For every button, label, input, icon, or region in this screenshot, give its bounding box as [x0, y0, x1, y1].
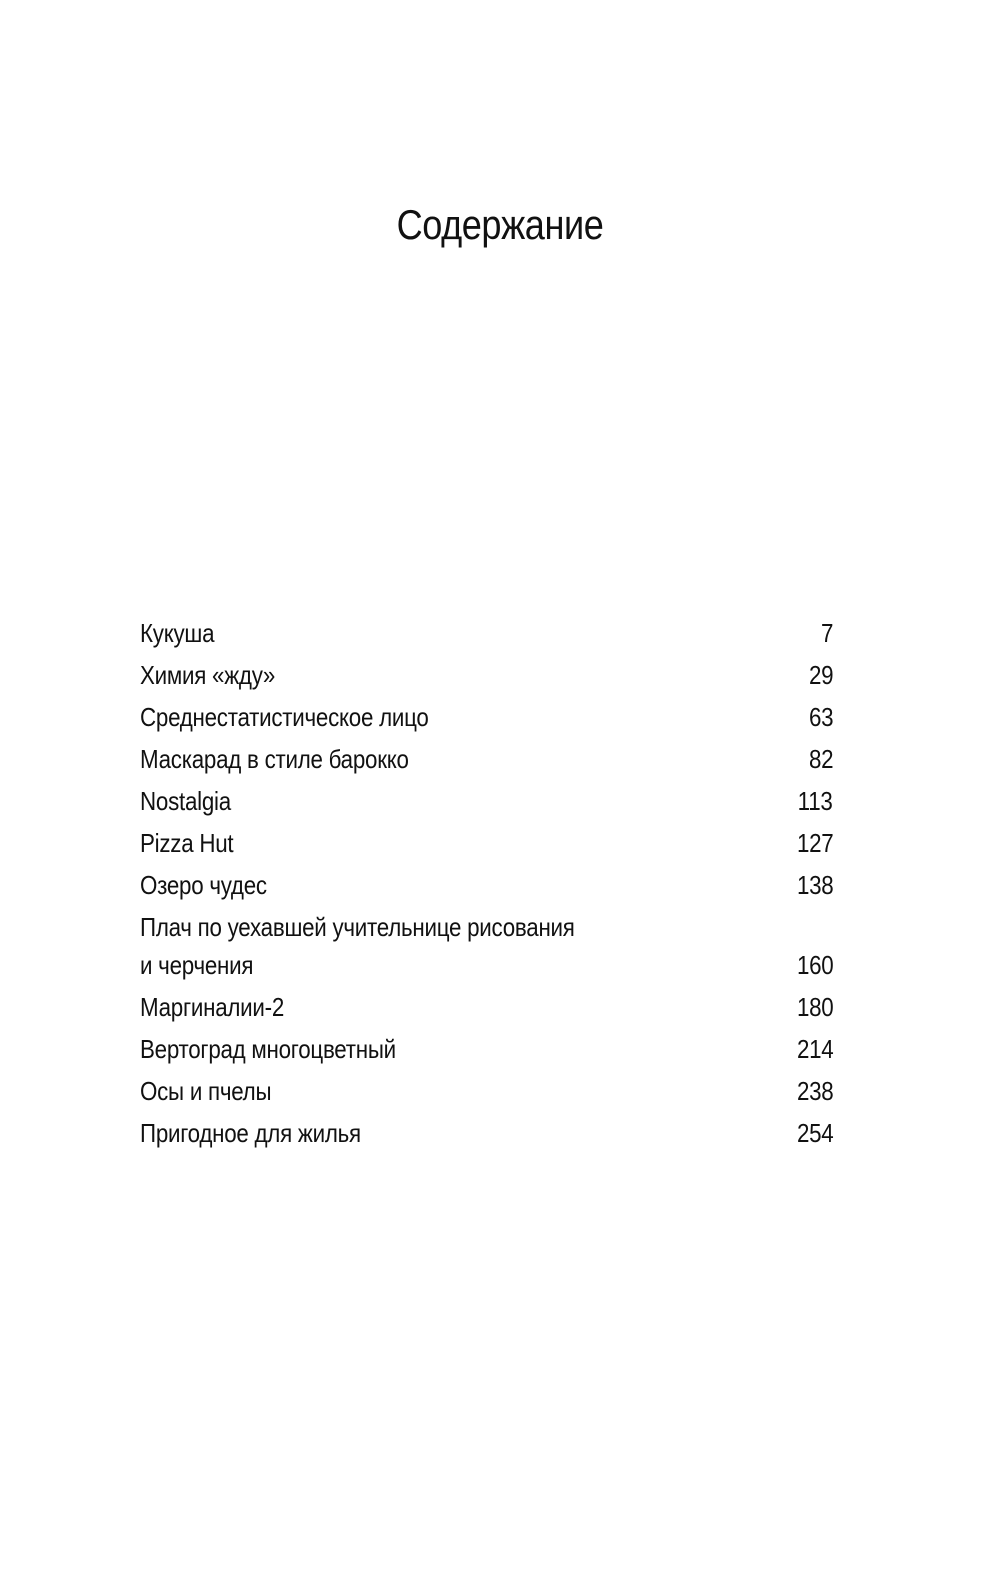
- toc-entry-page: 160: [796, 950, 833, 980]
- toc-entry-title: Маскарад в стиле барокко: [140, 744, 409, 774]
- toc-entry: [140, 738, 833, 780]
- toc-entry-page: 63: [808, 702, 833, 732]
- toc-entry-title: Nostalgia: [140, 786, 231, 816]
- toc-entry: [140, 654, 833, 696]
- toc-entry-title: Плач по уехавшей учительнице рисования и черчения: [140, 912, 575, 980]
- toc-entry: [140, 864, 833, 906]
- toc-entry-page: 7: [820, 618, 833, 648]
- toc-entry-page: 254: [796, 1118, 833, 1148]
- page-title: Содержание: [396, 201, 604, 248]
- toc-entry: [140, 612, 833, 654]
- toc-entry: [140, 696, 833, 738]
- toc-entry-title: Пригодное для жилья: [140, 1118, 361, 1148]
- toc-entry-page: 180: [796, 992, 833, 1022]
- toc-entry-title: Вертоград многоцветный: [140, 1034, 396, 1064]
- toc-entry: [140, 822, 833, 864]
- toc-entry-page: 29: [808, 660, 833, 690]
- table-of-contents: [140, 612, 833, 1154]
- toc-entry: [140, 780, 833, 822]
- toc-entry: [140, 1112, 833, 1154]
- toc-entry-title: Кукуша: [140, 618, 215, 648]
- toc-entry: [140, 1028, 833, 1070]
- toc-entry-page: 127: [796, 828, 833, 858]
- toc-entry-page: 113: [798, 786, 833, 816]
- toc-entry-title: Маргиналии-2: [140, 992, 284, 1022]
- toc-entry-page: 138: [796, 870, 833, 900]
- toc-entry-title: Озеро чудес: [140, 870, 267, 900]
- toc-entry: [140, 908, 833, 984]
- toc-entry: [140, 986, 833, 1028]
- toc-entry-page: 214: [796, 1034, 833, 1064]
- toc-entry-title: Pizza Hut: [140, 828, 234, 858]
- toc-entry-page: 82: [808, 744, 833, 774]
- toc-entry: [140, 1070, 833, 1112]
- toc-entry-title: Химия «жду»: [140, 660, 276, 690]
- toc-entry-title: Среднестатистическое лицо: [140, 702, 429, 732]
- toc-entry-page: 238: [796, 1076, 833, 1106]
- toc-entry-title: Осы и пчелы: [140, 1076, 272, 1106]
